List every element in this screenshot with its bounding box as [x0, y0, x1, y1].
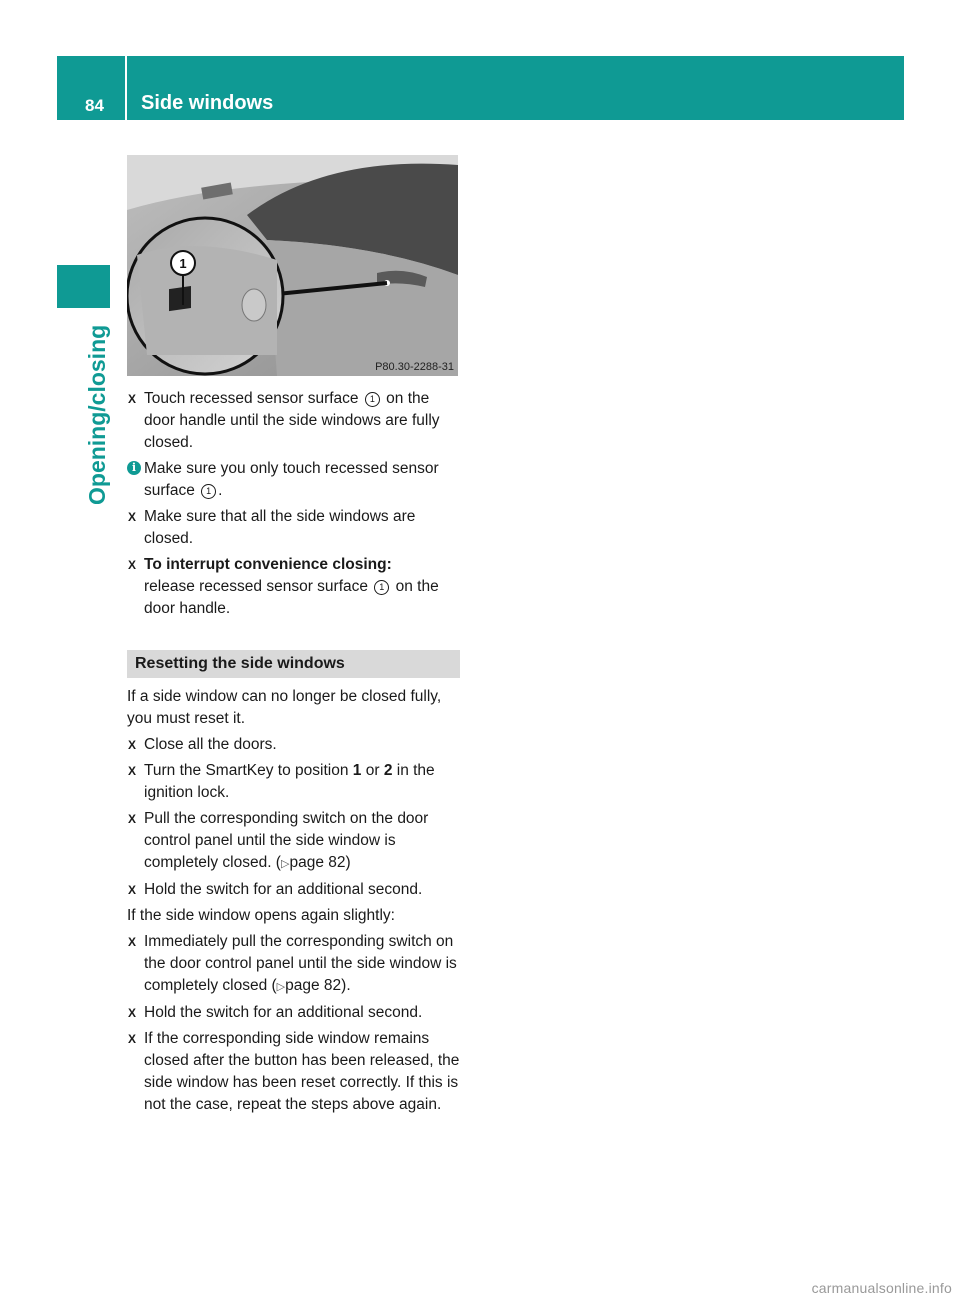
step-text: Touch recessed sensor surface [144, 390, 363, 407]
arrow-icon: X [128, 764, 137, 778]
step-text: Hold the switch for an additional second. [144, 1004, 423, 1021]
info-text: Make sure you only touch recessed sensor surface [144, 460, 439, 499]
door-handle-illustration [127, 155, 458, 376]
step-check-windows [127, 506, 460, 550]
step-hold-switch-again [127, 1002, 460, 1024]
key-position: 2 [383, 762, 393, 779]
arrow-icon: X [128, 935, 137, 949]
step-text: on the door handle until the side windows are fully closed. [144, 390, 440, 451]
step-bold-label: To interrupt convenience closing: [144, 556, 392, 573]
step-touch-sensor [127, 388, 460, 454]
step-immediately-pull [127, 931, 460, 998]
step-text: Hold the switch for an additional second. [144, 881, 423, 898]
step-verify-reset [127, 1028, 460, 1116]
arrow-icon: X [128, 510, 137, 524]
page-ref-icon: ▷ [276, 981, 286, 993]
step-text: Close all the doors. [144, 736, 277, 753]
step-pull-switch [127, 808, 460, 875]
step-text: Immediately pull the corresponding switch on the door control panel until the side window is completely closed ( [144, 933, 457, 994]
intro-paragraph: If a side window can no longer be closed fully, you must reset it. [127, 688, 442, 727]
section-title: Side windows [141, 92, 274, 114]
page-ref-icon: ▷ [280, 858, 290, 870]
step-turn-key [127, 760, 460, 804]
figure-code: P80.30-2288-31 [375, 361, 454, 373]
header-divider [125, 56, 127, 120]
info-icon: i [127, 461, 141, 475]
page-number: 84 [85, 96, 104, 115]
figure-callout: 1 [179, 256, 187, 271]
key-position: 1 [352, 762, 362, 779]
arrow-icon: X [128, 812, 137, 826]
arrow-icon: X [128, 1006, 137, 1020]
page-reference[interactable]: page 82). [285, 977, 351, 994]
arrow-icon: X [128, 392, 137, 406]
step-hold-switch [127, 879, 460, 901]
content-column [127, 388, 460, 1120]
arrow-icon: X [128, 558, 137, 572]
condition-paragraph: If the side window opens again slightly: [127, 907, 395, 924]
subsection-heading: Resetting the side windows [127, 650, 460, 678]
step-text: Turn the SmartKey to position [144, 762, 353, 779]
arrow-icon: X [128, 1032, 137, 1046]
side-section-label: Opening/closing [84, 324, 110, 505]
callout-ref: 1 [374, 580, 389, 595]
step-text: If the corresponding side window remains closed after the button has been released, the side window has been reset correctly. If this is not the case, repeat the steps above again. [144, 1030, 460, 1113]
step-text: Pull the corresponding switch on the door control panel until the side window is completely closed. ( [144, 810, 429, 871]
arrow-icon: X [128, 883, 137, 897]
step-text: Make sure that all the side windows are closed. [144, 508, 416, 547]
arrow-icon: X [128, 738, 137, 752]
callout-ref: 1 [201, 484, 216, 499]
page-reference[interactable]: page 82) [289, 854, 351, 871]
watermark: carmanualsonline.info [811, 1280, 952, 1296]
step-text: release recessed sensor surface [144, 578, 373, 595]
step-text: in the ignition lock. [144, 762, 435, 801]
callout-ref: 1 [365, 392, 380, 407]
door-handle-figure [127, 155, 458, 376]
step-interrupt [127, 554, 460, 620]
step-close-doors [127, 734, 460, 756]
step-text: or [361, 762, 384, 779]
info-note [127, 458, 460, 502]
side-tab [57, 265, 110, 308]
info-text: . [218, 482, 223, 499]
step-text: on the door handle. [144, 578, 439, 617]
